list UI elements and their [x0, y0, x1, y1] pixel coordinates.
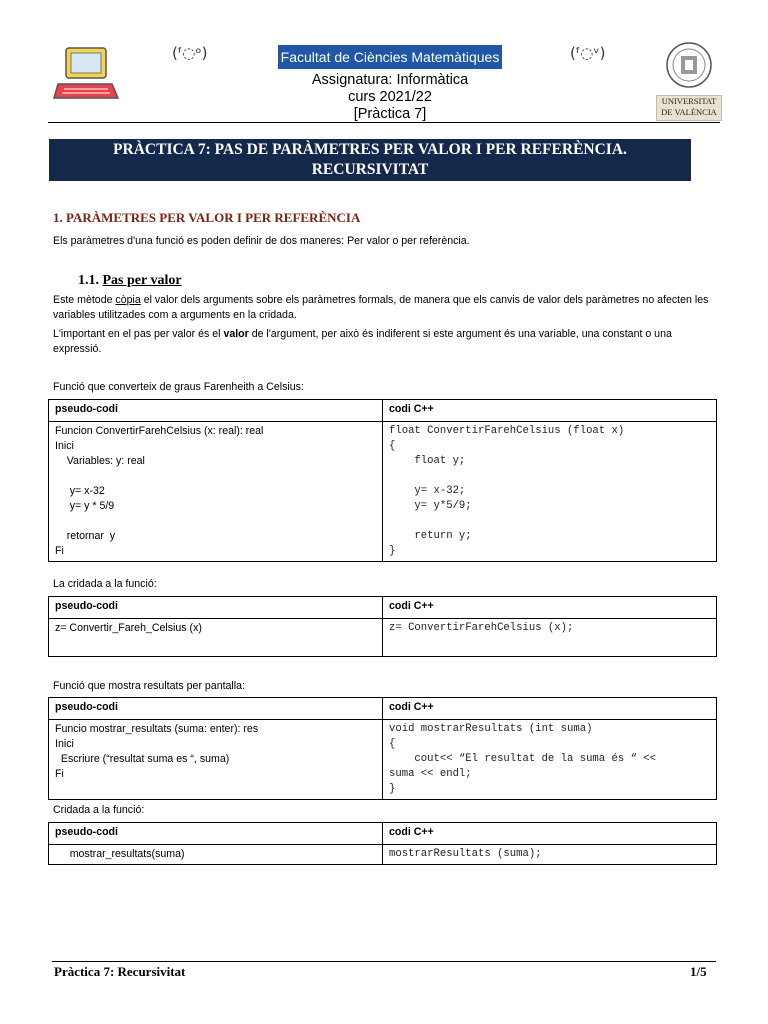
- table2-caption: La cridada a la funció:: [53, 578, 157, 590]
- p1-underlined: còpia: [115, 294, 141, 306]
- page-number: 1/5: [690, 964, 707, 979]
- p1-after: el valor dels arguments sobre els paràmetres formals, de manera que els canvis de valor dels paràmetres no afecten les variables utilitzades com a arguments en la cridada.: [53, 294, 709, 321]
- subsection-title: Pas per valor: [102, 273, 182, 288]
- p2-before: L'important en el pas per valor és el: [53, 328, 224, 340]
- header-divider: [48, 122, 720, 123]
- table3: [48, 697, 717, 800]
- table4-cpp-code: mostrarResultats (suma);: [383, 845, 717, 865]
- p2-after: de l'argument, per això és indiferent si este argument és una variable, una constant o una expressió.: [53, 328, 672, 355]
- table2-pseudo-code: z= Convertir_Fareh_Celsius (x): [49, 619, 383, 657]
- subsection-number: 1.1.: [78, 273, 99, 288]
- section1-heading: 1. PARÀMETRES PER VALOR I PER REFERÈNCIA: [53, 210, 361, 225]
- table2-col-cpp: codi C++: [383, 597, 717, 619]
- university-seal-icon: [656, 40, 722, 90]
- table4-col-cpp: codi C++: [383, 823, 717, 845]
- table3-pseudo-code: Funcio mostrar_resultats (suma: enter): res Inici Escriure (“resultat suma es “, suma) Fi: [49, 720, 383, 800]
- table2-col-pseudo: pseudo-codi: [49, 597, 383, 619]
- table4-caption: Cridada a la funció:: [53, 804, 145, 816]
- table1-caption: Funció que converteix de graus Farenheith a Celsius:: [53, 381, 304, 393]
- table2-cpp-code: z= ConvertirFarehCelsius (x);: [383, 619, 717, 657]
- table2: [48, 596, 717, 657]
- p1-before: Este mètode: [53, 294, 116, 306]
- faculty-mark-left-icon: (ᶠ◌ᵒ): [172, 44, 208, 62]
- faculty-banner: Facultat de Ciències Matemàtiques: [278, 45, 502, 69]
- paragraph-copy: [53, 293, 718, 323]
- table3-col-pseudo: pseudo-codi: [49, 698, 383, 720]
- table1-pseudo-code: Funcion ConvertirFarehCelsius (x: real): real Inici Variables: y: real y= x-32 y= y * 5/9 retornar y Fi: [49, 422, 383, 562]
- paragraph-value: [53, 327, 718, 357]
- subject-label: Assignatura: Informàtica: [311, 72, 469, 88]
- computer-logo-icon: [52, 44, 122, 102]
- practice-title-box: [49, 139, 691, 181]
- table1-cpp-code: float ConvertirFarehCelsius (float x) { float y; y= x-32; y= y*5/9; return y; }: [383, 422, 717, 562]
- table1-col-cpp: codi C++: [383, 400, 717, 422]
- table4: [48, 822, 717, 865]
- table4-col-pseudo: pseudo-codi: [49, 823, 383, 845]
- practice-label: [Pràctica 7]: [353, 106, 427, 122]
- footer-divider: [52, 961, 716, 962]
- title-line1: PRÀCTICA 7: PAS DE PARÀMETRES PER VALOR I PER REFERÈNCIA.: [113, 141, 627, 158]
- subsection-heading: [78, 273, 182, 289]
- course-label: curs 2021/22: [348, 89, 432, 105]
- section1-intro: Els paràmetres d'una funció es poden definir de dos maneres: Per valor o per referència.: [53, 235, 470, 247]
- table1: [48, 399, 717, 562]
- table3-cpp-code: void mostrarResultats (int suma) { cout<< “El resultat de la suma és “ << suma << endl; }: [383, 720, 717, 800]
- p2-bold: valor: [223, 328, 249, 340]
- table3-caption: Funció que mostra resultats per pantalla:: [53, 680, 245, 692]
- university-name-line2: DE VALÈNCIA: [661, 107, 717, 117]
- university-logo: [656, 40, 722, 116]
- table3-col-cpp: codi C++: [383, 698, 717, 720]
- table1-col-pseudo: pseudo-codi: [49, 400, 383, 422]
- title-line2: RECURSIVITAT: [311, 161, 429, 178]
- table4-pseudo-code: mostrar_resultats(suma): [49, 845, 383, 865]
- faculty-mark-right-icon: (ᶠ◌ᵛ): [570, 44, 606, 62]
- footer-title: Pràctica 7: Recursivitat: [54, 964, 186, 979]
- university-name-line1: UNIVERSITAT: [661, 96, 717, 106]
